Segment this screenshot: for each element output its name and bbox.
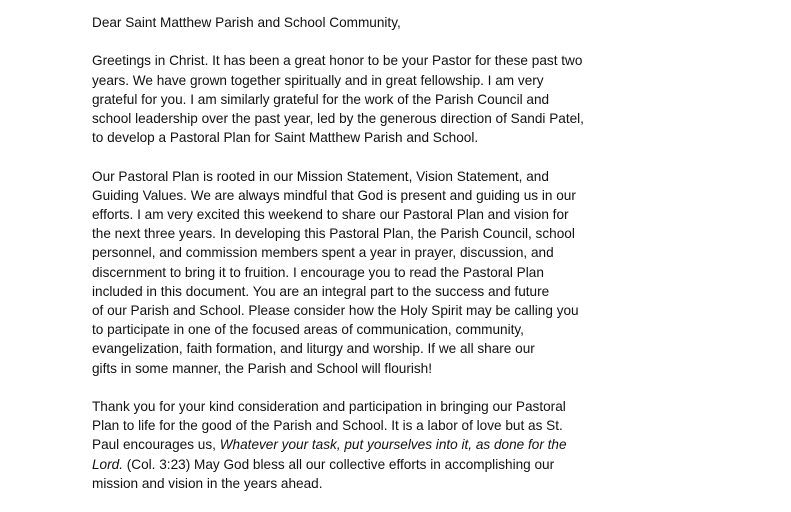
scripture-quote: Whatever your task, put yourselves into it, as done for the xyxy=(219,437,567,453)
paragraph-greetings xyxy=(92,51,782,147)
salutation: Dear Saint Matthew Parish and School Community, xyxy=(92,15,401,30)
text-run: Paul encourages us, xyxy=(92,437,220,453)
paragraph-line: evangelization, faith formation, and liturgy and worship. If we all share our xyxy=(92,341,535,357)
paragraph-line: Greetings in Christ. It has been a great honor to be your Pastor for these past two xyxy=(92,53,583,69)
paragraph-line: efforts. I am very excited this weekend to share our Pastoral Plan and vision for xyxy=(92,207,569,222)
letter-body xyxy=(92,13,782,512)
paragraph-line xyxy=(92,435,782,454)
paragraph-line: to develop a Pastoral Plan for Saint Matthew Parish and School. xyxy=(92,130,479,146)
text-run: (Col. 3:23) May God bless all our collective efforts in accomplishing our xyxy=(122,456,555,472)
paragraph-line: Plan to life for the good of the Parish and School. It is a labor of love but as St. xyxy=(92,418,563,434)
paragraph-pastoral-plan xyxy=(92,167,782,378)
paragraph-line: to participate in one of the focused areas of communication, community, xyxy=(92,322,524,338)
paragraph-line: school leadership over the past year, led by the generous direction of Sandi Patel, xyxy=(92,111,584,126)
paragraph-line: the next three years. In developing this Pastoral Plan, the Parish Council, school xyxy=(92,226,575,242)
paragraph-line: Our Pastoral Plan is rooted in our Mission Statement, Vision Statement, and xyxy=(92,168,549,184)
paragraph-line: mission and vision in the years ahead. xyxy=(92,475,323,491)
paragraph-line: of our Parish and School. Please consider how the Holy Spirit may be calling you xyxy=(92,303,579,319)
paragraph-line: personnel, and commission members spent a year in prayer, discussion, and xyxy=(92,245,554,261)
paragraph-line: gifts in some manner, the Parish and School will flourish! xyxy=(92,360,433,376)
paragraph-line: grateful for you. I am similarly grateful for the work of the Parish Council and xyxy=(92,91,550,107)
paragraph-line: discernment to bring it to fruition. I encourage you to read the Pastoral Plan xyxy=(92,264,544,280)
paragraph-thank-you xyxy=(92,397,782,493)
paragraph-line xyxy=(92,455,782,474)
paragraph-line: Guiding Values. We are always mindful that God is present and guiding us in our xyxy=(92,187,576,203)
paragraph-line: years. We have grown together spiritually and in great fellowship. I am very xyxy=(92,72,544,88)
scripture-quote: Lord. xyxy=(92,456,123,472)
paragraph-line: included in this document. You are an integral part to the success and future xyxy=(92,283,550,299)
paragraph-line: Thank you for your kind consideration and participation in bringing our Pastoral xyxy=(92,399,566,415)
